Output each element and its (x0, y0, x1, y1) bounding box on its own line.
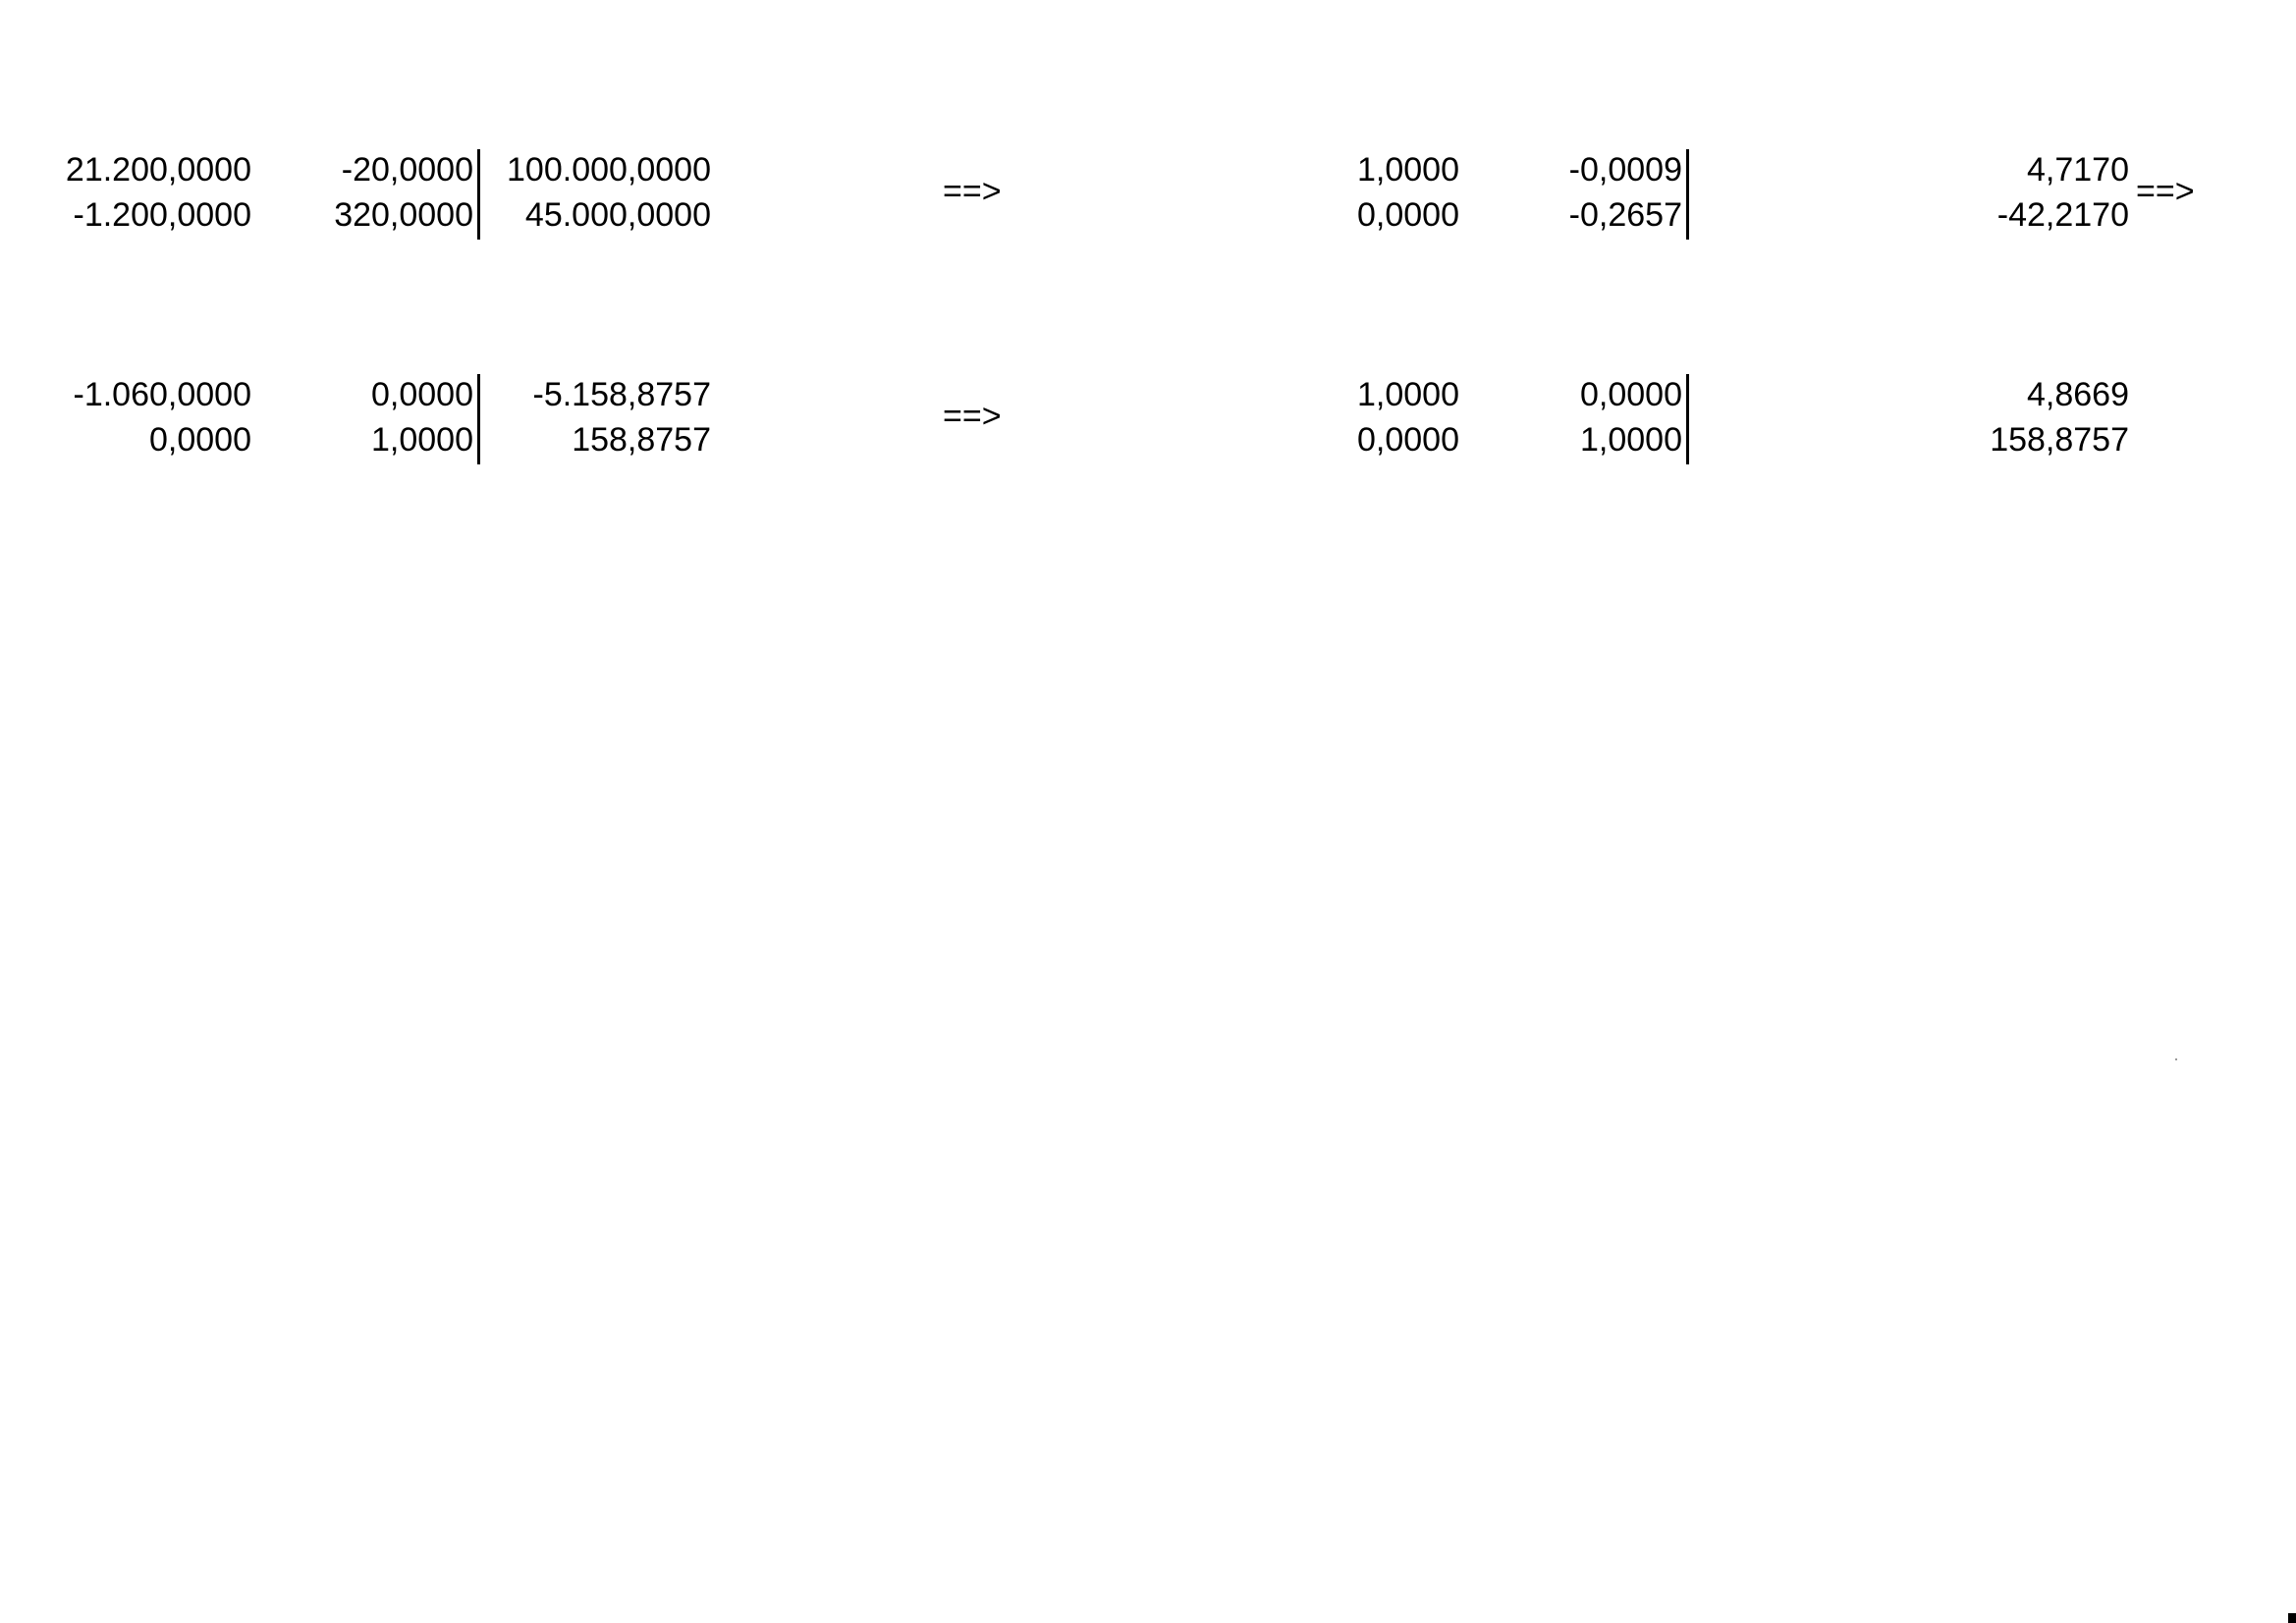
arrow-2: ==> (2136, 173, 2195, 210)
matrix-4-r1-c3: 4,8669 (2027, 376, 2129, 413)
matrix-1-r1-c3: 100.000,0000 (507, 151, 711, 189)
matrix-1-r2-c1: -1.200,0000 (73, 196, 251, 234)
matrix-3-r2-c2: 1,0000 (371, 421, 473, 459)
augmentation-bar (477, 374, 480, 464)
augmentation-bar (1686, 374, 1689, 464)
matrix-1-r2-c2: 320,0000 (334, 196, 473, 234)
matrix-4-r1-c2: 0,0000 (1580, 376, 1682, 413)
augmentation-bar (477, 149, 480, 240)
stray-speck (2175, 1058, 2177, 1060)
matrix-2-r1-c3: 4,7170 (2027, 151, 2129, 189)
matrix-4-r2-c3: 158,8757 (1990, 421, 2129, 459)
arrow-1: ==> (943, 173, 1002, 210)
matrix-3-r1-c3: -5.158,8757 (532, 376, 711, 413)
augmented-matrix-3 (0, 372, 711, 466)
matrix-1-r1-c1: 21.200,0000 (65, 151, 251, 189)
matrix-4-r1-c1: 1,0000 (1357, 376, 1459, 413)
augmented-matrix-1 (0, 147, 711, 242)
augmented-matrix-2 (1208, 147, 2129, 242)
arrow-3: ==> (943, 398, 1002, 435)
matrix-2-r2-c3: -42,2170 (1996, 196, 2129, 234)
matrix-3-r1-c2: 0,0000 (371, 376, 473, 413)
matrix-2-r2-c1: 0,0000 (1357, 196, 1459, 234)
matrix-4-r2-c1: 0,0000 (1357, 421, 1459, 459)
matrix-1-r1-c2: -20,0000 (341, 151, 473, 189)
matrix-4-r2-c2: 1,0000 (1580, 421, 1682, 459)
augmentation-bar (1686, 149, 1689, 240)
matrix-2-r2-c2: -0,2657 (1568, 196, 1682, 234)
matrix-1-r2-c3: 45.000,0000 (524, 196, 711, 234)
corner-mark (2288, 1613, 2296, 1623)
matrix-2-r1-c1: 1,0000 (1357, 151, 1459, 189)
matrix-3-r1-c1: -1.060,0000 (73, 376, 251, 413)
matrix-3-r2-c3: 158,8757 (572, 421, 711, 459)
augmented-matrix-4 (1208, 372, 2129, 466)
matrix-2-r1-c2: -0,0009 (1568, 151, 1682, 189)
matrix-3-r2-c1: 0,0000 (149, 421, 251, 459)
